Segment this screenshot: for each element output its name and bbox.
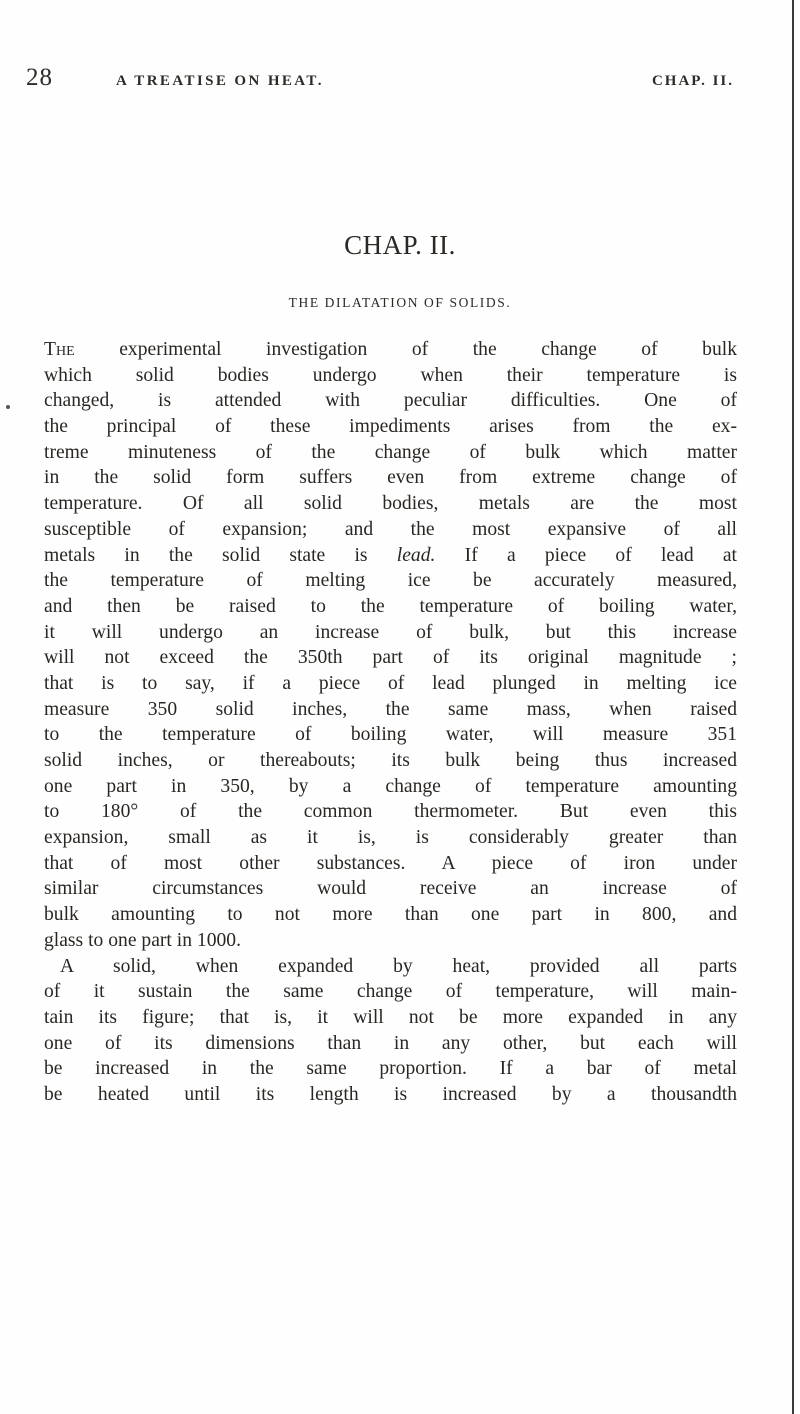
text-line: A solid, when expanded by heat, provided all parts xyxy=(60,955,737,977)
text-line: which solid bodies undergo when their temperature is xyxy=(44,364,737,386)
text-line: that of most other substances. A piece of iron under xyxy=(44,852,737,874)
text-line: to the temperature of boiling water, will measure 351 xyxy=(44,724,737,746)
ink-speck xyxy=(6,405,10,409)
text-line: solid inches, or thereabouts; its bulk being thus increased xyxy=(44,750,737,771)
text-line: expansion, small as it is, is considerably greater than xyxy=(44,827,737,849)
text-line: that is to say, if a piece of lead plunged in melting ice xyxy=(44,672,737,694)
running-chapter-ref: CHAP. II. xyxy=(651,73,734,89)
running-head xyxy=(26,64,734,98)
page-number: 28 xyxy=(26,64,53,91)
text-line: be increased in the same proportion. If a bar of metal xyxy=(44,1058,737,1080)
text-line-tail: If a piece of lead at xyxy=(435,544,737,566)
chapter-heading: CHAP. II. xyxy=(344,230,456,260)
text-line: similar circumstances would receive an increase of xyxy=(44,878,737,900)
text-line: bulk amounting to not more than one part in 800, and xyxy=(44,904,737,926)
text-line xyxy=(44,543,737,569)
text-line: and then be raised to the temperature of boiling water, xyxy=(44,595,737,617)
text-line-content: experimental investigation of the change of bulk xyxy=(74,339,737,360)
text-line: the principal of these impediments arises from the ex- xyxy=(44,416,737,438)
text-line: susceptible of expansion; and the most expansive of all xyxy=(44,518,737,540)
text-line: one of its dimensions than in any other, but each will xyxy=(44,1032,737,1054)
text-line: of it sustain the same change of temperature, will main- xyxy=(44,981,737,1003)
text-line: temperature. Of all solid bodies, metals are the most xyxy=(44,493,737,515)
italic-word: lead. xyxy=(396,544,436,566)
text-line: it will undergo an increase of bulk, but this increase xyxy=(44,621,737,643)
text-line: tain its figure; that is, it will not be more expanded in any xyxy=(44,1006,737,1028)
text-line: changed, is attended with peculiar difficulties. One of xyxy=(44,390,737,412)
text-line-content: metals in the solid state is xyxy=(44,544,397,566)
text-line: will not exceed the 350th part of its original magnitude ; xyxy=(44,647,737,669)
page-edge xyxy=(792,0,794,1414)
text-line: in the solid form suffers even from extreme change of xyxy=(44,467,737,489)
text-line: be heated until its length is increased by a thousandth xyxy=(44,1083,737,1105)
drop-word: The xyxy=(44,339,75,360)
book-title: A TREATISE ON HEAT. xyxy=(116,73,324,89)
text-line: to 180° of the common thermometer. But even this xyxy=(44,801,737,823)
text-line xyxy=(44,337,737,363)
text-line: one part in 350, by a change of temperature amounting xyxy=(44,775,737,797)
chapter-subtitle: THE DILATATION OF SOLIDS. xyxy=(288,295,512,310)
text-line: measure 350 solid inches, the same mass, when raised xyxy=(44,698,737,720)
text-line: treme minuteness of the change of bulk which matter xyxy=(44,441,737,463)
body-text xyxy=(44,337,737,1108)
text-line: glass to one part in 1000. xyxy=(44,929,241,951)
text-line: the temperature of melting ice be accurately measured, xyxy=(44,570,737,592)
